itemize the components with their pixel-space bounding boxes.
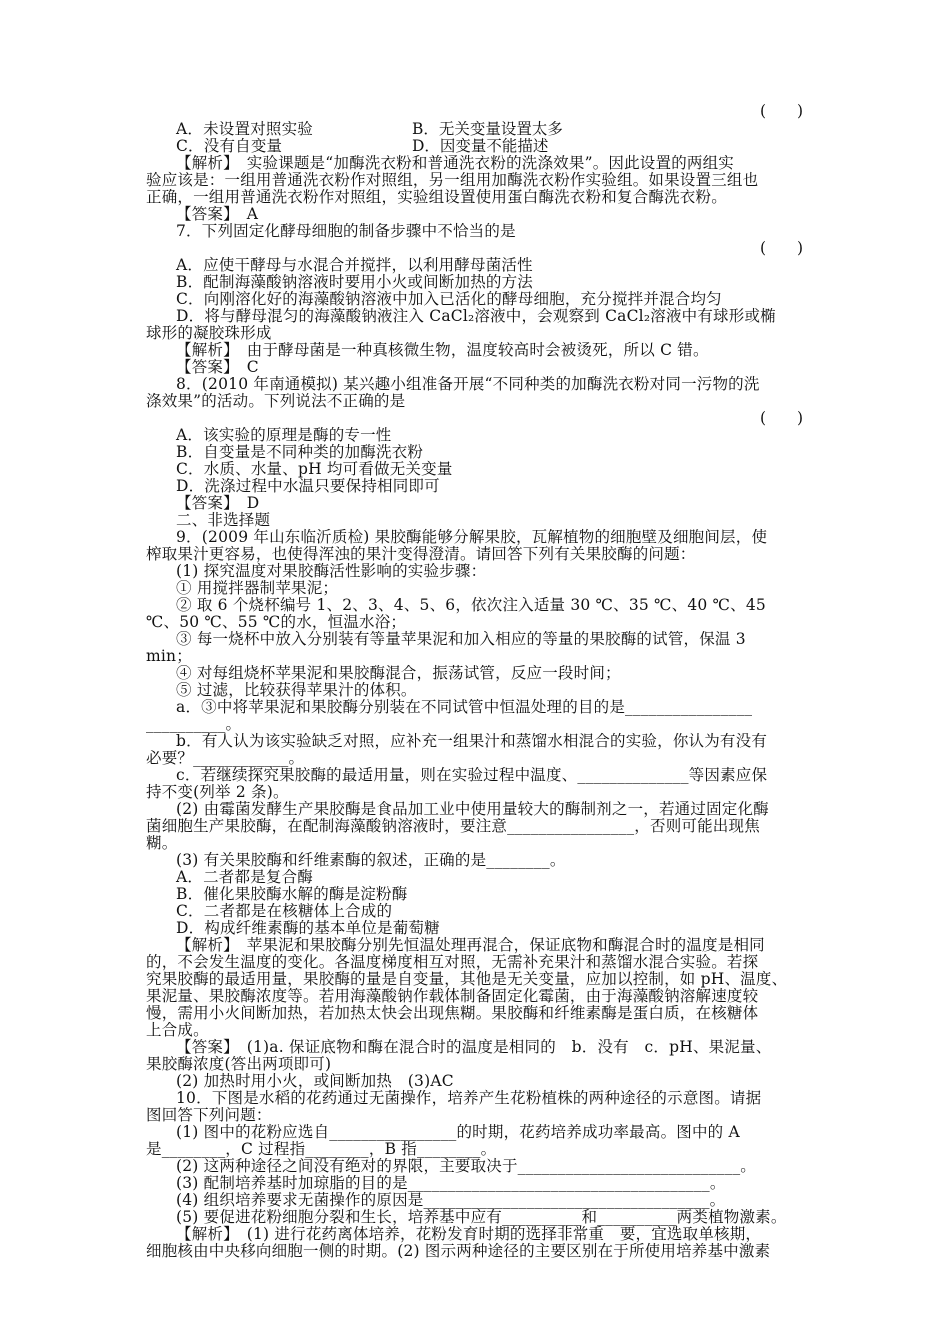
question-line: min；	[146, 647, 192, 665]
question-stem: 涤效果”的活动。下列说法不正确的是	[146, 392, 406, 410]
option-c: C．水质、水量、pH 均可看做无关变量	[176, 460, 453, 478]
answer-line: (2) 加热时用小火，或间断加热 (3)AC	[176, 1072, 454, 1090]
option-a: A．应使干酵母与水混合并搅拌，以利用酵母菌活性	[176, 256, 533, 274]
option-a: A．该实验的原理是酶的专一性	[176, 426, 392, 444]
question-stem: 10．下图是水稻的花药通过无菌操作，培养产生花粉植株的两种途径的示意图。请据	[176, 1089, 762, 1107]
question-line: b．有人认为该实验缺乏对照，应补充一组果汁和蒸馏水相混合的实验，你认为有没有	[176, 732, 768, 750]
question-line: 必要？____________。	[146, 749, 305, 767]
question-line: 是________，C 过程指________，B 指________。	[146, 1140, 497, 1158]
question-line: ① 用搅拌器制苹果泥；	[176, 579, 339, 597]
question-line: (3) 有关果胶酶和纤维素酶的叙述，正确的是________。	[176, 851, 566, 869]
option-d: D．洗涤过程中水温只要保持相同即可	[176, 477, 440, 495]
analysis-line: 细胞核由中央移向细胞一侧的时期。(2) 图示两种途径的主要区别在于所使用培养基中激素	[146, 1242, 771, 1260]
analysis-line: 的，不会发生温度的变化。各温度梯度相互对照，无需补充果汁和蒸馏水混合实验。若探	[146, 953, 759, 971]
question-line: (5) 要促进花粉细胞分裂和生长，培养基中应有__________和__________两类植物激素。	[176, 1208, 787, 1226]
option-a: A．二者都是复合酶	[176, 868, 313, 886]
analysis-line: 【解析】 实验课题是“加酶洗衣粉和普通洗衣粉的洗涤效果”。因此设置的两组实	[176, 154, 735, 172]
question-line: 菌细胞生产果胶酶，在配制海藻酸钠溶液时，要注意________________，否则可能出现焦	[146, 817, 760, 835]
answer-line: 果胶酶浓度(答出两项即可)	[146, 1055, 332, 1073]
analysis-line: 验应该是：一组用普通洗衣粉作对照组，另一组用加酶洗衣粉作实验组。如果设置三组也	[146, 171, 759, 189]
option-d: D．构成纤维素酶的基本单位是葡萄糖	[176, 919, 440, 937]
question-line: ③ 每一烧杯中放入分别装有等量苹果泥和加入相应的等量的果胶酶的试管，保温 3	[176, 630, 746, 648]
question-line: ④ 对每组烧杯苹果泥和果胶酶混合，振荡试管，反应一段时间；	[176, 664, 621, 682]
option-a: A．未设置对照实验	[176, 120, 313, 138]
answer-bracket: ( )	[760, 409, 804, 427]
answer-line: 【答案】 D	[176, 494, 260, 512]
question-line: a．③中将苹果泥和果胶酶分别装在不同试管中恒温处理的目的是________________	[176, 698, 753, 716]
analysis-line: 正确，一组用普通洗衣粉作对照组，实验组设置使用蛋白酶洗衣粉和复合酶洗衣粉。	[146, 188, 727, 206]
question-line: (1) 探究温度对果胶酶活性影响的实验步骤：	[176, 562, 487, 580]
question-stem: 榨取果汁更容易，也使得浑浊的果汁变得澄清。请回答下列有关果胶酶的问题：	[146, 545, 696, 563]
analysis-line: 慢，需用小火间断加热，若加热太快会出现焦糊。果胶酶和纤维素酶是蛋白质，在核糖体	[146, 1004, 759, 1022]
option-d-continued: 球形的凝胶珠形成	[146, 324, 272, 342]
question-line: ℃、50 ℃、55 ℃的水，恒温水浴；	[146, 613, 407, 631]
answer-line: 【答案】 A	[176, 205, 259, 223]
question-line: ⑤ 过滤，比较获得苹果汁的体积。	[176, 681, 417, 699]
question-line: (2) 由霉菌发酵生产果胶酶是食品加工业中使用量较大的酶制剂之一，若通过固定化酶	[176, 800, 769, 818]
answer-line: 【答案】 C	[176, 358, 259, 376]
option-d: D．因变量不能描述	[412, 137, 549, 155]
analysis-line: 究果胶酶的最适用量，果胶酶的量是自变量，其他是无关变量，应加以控制，如 pH、温度、	[146, 970, 788, 988]
answer-line: 【答案】 (1)a. 保证底物和酶在混合时的温度是相同的 b．没有 c．pH、果泥量、	[176, 1038, 772, 1056]
question-line: (3) 配制培养基时加琼脂的目的是______________________________________。	[176, 1174, 726, 1192]
question-line: (1) 图中的花粉应选自________________的时期，花药培养成功率最高。图中的 A	[176, 1123, 740, 1141]
question-stem: 图回答下列问题：	[146, 1106, 272, 1124]
question-line: (4) 组织培养要求无菌操作的原因是____________________________________。	[176, 1191, 726, 1209]
option-b: B．催化果胶酶水解的酶是淀粉酶	[176, 885, 408, 903]
question-stem: 8．(2010 年南通模拟) 某兴趣小组准备开展“不同种类的加酶洗衣粉对同一污物的洗	[176, 375, 760, 393]
section-heading: 二、非选择题	[176, 511, 271, 529]
option-b: B．配制海藻酸钠溶液时要用小火或间断加热的方法	[176, 273, 533, 291]
option-b: B．自变量是不同种类的加酶洗衣粉	[176, 443, 424, 461]
question-line: (2) 这两种途径之间没有绝对的界限，主要取决于____________________________。	[176, 1157, 756, 1175]
question-line: ② 取 6 个烧杯编号 1、2、3、4、5、6，依次注入适量 30 ℃、35 ℃、40 ℃、45	[176, 596, 766, 614]
analysis-line: 【解析】 (1) 进行花药离体培养，花粉发育时期的选择非常重 要，宜选取单核期，	[176, 1225, 762, 1243]
option-c: C．二者都是在核糖体上合成的	[176, 902, 393, 920]
option-c: C．没有自变量	[176, 137, 283, 155]
question-line: __________。	[146, 715, 242, 733]
analysis-line: 【解析】 由于酵母菌是一种真核微生物，温度较高时会被烫死，所以 C 错。	[176, 341, 709, 359]
question-line: c．若继续探究果胶酶的最适用量，则在实验过程中温度、______________等因素应保	[176, 766, 768, 784]
analysis-line: 【解析】 苹果泥和果胶酶分别先恒温处理再混合，保证底物和酶混合时的温度是相同	[176, 936, 765, 954]
option-b: B．无关变量设置太多	[412, 120, 563, 138]
question-stem: 9．(2009 年山东临沂质检) 果胶酶能够分解果胶，瓦解植物的细胞壁及细胞间层，使	[176, 528, 768, 546]
analysis-line: 上合成。	[146, 1021, 209, 1039]
question-line: 持不变(列举 2 条)。	[146, 783, 289, 801]
option-c: C．向刚溶化好的海藻酸钠溶液中加入已活化的酵母细胞，充分搅拌并混合均匀	[176, 290, 722, 308]
answer-bracket: ( )	[760, 102, 804, 120]
analysis-line: 果泥量、果胶酶浓度等。若用海藻酸钠作载体制备固定化霉菌，由于海藻酸钠溶解速度较	[146, 987, 759, 1005]
answer-bracket: ( )	[760, 239, 804, 257]
question-line: 糊。	[146, 834, 178, 852]
option-d: D．将与酵母混匀的海藻酸钠液注入 CaCl₂溶液中，会观察到 CaCl₂溶液中有球形或椭	[176, 307, 776, 325]
question-stem: 7．下列固定化酵母细胞的制备步骤中不恰当的是	[176, 222, 516, 240]
